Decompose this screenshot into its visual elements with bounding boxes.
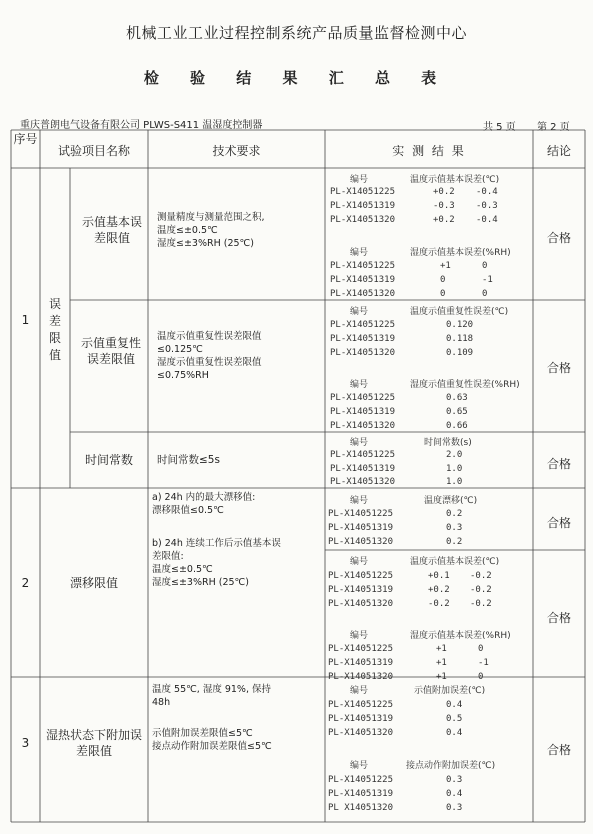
result-list bbox=[330, 185, 395, 227]
result-value: 0.4 bbox=[446, 728, 463, 738]
result-header-no: 编号 bbox=[350, 686, 369, 696]
result-row: PL-X14051319 bbox=[328, 585, 394, 595]
result-header-no: 编号 bbox=[350, 496, 369, 506]
req-line: 湿度≤±3%RH (25℃) bbox=[152, 577, 249, 588]
result-value: 0.120 bbox=[446, 320, 474, 330]
result-list bbox=[330, 449, 395, 490]
req-line: a) 24h 内的最大漂移值: bbox=[152, 492, 256, 503]
row1-sub2-name: 示值重复性误差限值 bbox=[80, 336, 141, 366]
result-row: PL-X14051320 bbox=[330, 289, 396, 299]
result-header-no: 编号 bbox=[350, 761, 369, 771]
row1-seq: 1 bbox=[21, 313, 30, 327]
header-req: 技术要求 bbox=[212, 144, 261, 158]
result-list bbox=[330, 318, 395, 360]
result-value: 0.66 bbox=[446, 421, 468, 431]
result-row: PL-X14051320 bbox=[330, 477, 396, 487]
req-line: 48h bbox=[152, 697, 171, 708]
header-result: 实 测 结 果 bbox=[392, 144, 466, 158]
req-line: 漂移限值≤0.5℃ bbox=[152, 505, 224, 516]
result-list bbox=[328, 773, 393, 815]
result-header-val: 示值附加误差(℃) bbox=[414, 686, 486, 696]
result-value: 0 bbox=[440, 289, 446, 299]
result-value: 0.3 bbox=[446, 803, 463, 813]
result-value: 0.118 bbox=[446, 334, 474, 344]
page-number: 第 2 页 bbox=[537, 122, 570, 133]
row3-conclusion: 合格 bbox=[546, 743, 571, 757]
header-seq-label: 序号 bbox=[13, 132, 38, 146]
req-line: 差限值: bbox=[152, 551, 184, 562]
result-row: PL-X14051225 bbox=[328, 775, 394, 785]
result-values-b bbox=[482, 259, 493, 301]
result-value: -0.4 bbox=[476, 187, 498, 197]
result-values-a bbox=[428, 569, 450, 611]
result-value: 0.65 bbox=[446, 407, 468, 417]
result-header-no: 编号 bbox=[350, 438, 369, 448]
result-header-val: 接点动作附加误差(℃) bbox=[406, 761, 496, 771]
result-row: PL X14051320 bbox=[328, 803, 394, 813]
result-row: PL-X14051320 bbox=[328, 537, 394, 547]
result-list bbox=[330, 391, 395, 433]
req-line: 示值附加误差限值≤5℃ bbox=[152, 728, 253, 739]
result-value: 0 bbox=[478, 644, 484, 654]
req-line: 温度 55℃, 湿度 91%, 保持 bbox=[152, 684, 271, 695]
row2-name: 漂移限值 bbox=[69, 576, 118, 590]
row1-sub3-name: 时间常数 bbox=[84, 453, 133, 467]
result-header-val: 温度示值基本误差(℃) bbox=[410, 557, 500, 567]
result-values-b bbox=[476, 185, 498, 227]
result-row: PL-X14051320 bbox=[330, 421, 396, 431]
result-value: -0.2 bbox=[428, 599, 450, 609]
result-value: +0.2 bbox=[428, 585, 450, 595]
row3-name: 湿热状态下附加误差限值 bbox=[46, 728, 143, 758]
row2-req-b bbox=[152, 537, 281, 589]
result-value: 1.0 bbox=[446, 463, 463, 474]
result-value: 1.0 bbox=[446, 477, 463, 487]
req-line: ≤0.125℃ bbox=[157, 344, 203, 355]
result-value: 0 bbox=[482, 289, 488, 299]
result-header-no: 编号 bbox=[350, 631, 369, 641]
row1-group: 误差限值 bbox=[48, 297, 61, 362]
result-value: -0.3 bbox=[433, 201, 455, 211]
result-value: -0.2 bbox=[470, 585, 492, 595]
header-item: 试验项目名称 bbox=[57, 144, 130, 158]
header-seq bbox=[11, 130, 40, 149]
row1-sub2-req bbox=[157, 330, 262, 382]
result-value: +0.1 bbox=[428, 571, 450, 581]
company-product: 重庆普朗电气设备有限公司 PLWS-S411 温湿度控制器 bbox=[20, 120, 263, 131]
req-line: ≤0.75%RH bbox=[157, 370, 209, 381]
result-list bbox=[328, 507, 393, 549]
result-header-val: 温度漂移(℃) bbox=[424, 496, 478, 506]
result-value: +1 bbox=[436, 644, 447, 654]
result-header-no: 编号 bbox=[350, 557, 369, 567]
result-value: +1 bbox=[436, 658, 447, 668]
req-line: 接点动作附加误差限值≤5℃ bbox=[152, 741, 272, 752]
result-row: PL-X14051225 bbox=[330, 450, 396, 460]
result-value: +0.2 bbox=[433, 187, 455, 197]
result-row: PL-X14051225 bbox=[330, 393, 396, 403]
row2-seq: 2 bbox=[21, 576, 30, 590]
result-value: +1 bbox=[440, 261, 451, 271]
result-row: PL-X14051320 bbox=[330, 215, 396, 225]
result-list bbox=[328, 569, 393, 611]
result-value: -0.2 bbox=[470, 599, 492, 609]
result-values-a bbox=[446, 698, 462, 740]
total-pages: 共 5 页 bbox=[483, 122, 516, 133]
result-values-a bbox=[446, 391, 468, 433]
result-header-no: 编号 bbox=[350, 175, 369, 185]
result-row: PL-X14051225 bbox=[328, 700, 394, 710]
result-values-a bbox=[446, 773, 462, 815]
result-header-no: 编号 bbox=[350, 307, 369, 317]
row2-b-conclusion: 合格 bbox=[546, 611, 571, 625]
result-value: 0.3 bbox=[446, 775, 463, 785]
result-row: PL-X14051319 bbox=[330, 463, 396, 474]
result-header-val: 温度示值基本误差(℃) bbox=[410, 175, 500, 185]
result-values-b bbox=[478, 642, 489, 684]
result-row: PL-X14051225 bbox=[330, 320, 396, 330]
result-list bbox=[330, 259, 395, 301]
result-row: PL-X14051319 bbox=[330, 334, 396, 344]
result-header-val: 时间常数(s) bbox=[424, 438, 472, 448]
row3-req-b bbox=[152, 727, 272, 753]
req-line: 温度≤±0.5℃ bbox=[152, 564, 213, 575]
result-list bbox=[328, 698, 393, 740]
result-row: PL-X14051319 bbox=[330, 275, 396, 285]
result-value: 0.4 bbox=[446, 789, 463, 799]
result-row: PL-X14051319 bbox=[330, 201, 396, 211]
result-row: PL-X14051225 bbox=[328, 571, 394, 581]
req-line: b) 24h 连续工作后示值基本误 bbox=[152, 538, 281, 549]
req-line: 温度≤±0.5℃ bbox=[157, 225, 218, 236]
result-value: 0.63 bbox=[446, 393, 468, 403]
result-header-val: 温度示值重复性误差(℃) bbox=[410, 307, 509, 317]
req-line: 温度示值重复性误差限值 bbox=[157, 331, 262, 342]
result-value: 0 bbox=[482, 261, 488, 271]
doc-title: 检 验 结 果 汇 总 表 bbox=[143, 69, 450, 87]
result-value: 2.0 bbox=[446, 450, 463, 460]
row1-sub3-conclusion: 合格 bbox=[546, 457, 571, 471]
result-list bbox=[328, 642, 393, 684]
result-value: 0 bbox=[440, 275, 446, 285]
result-row: PL-X14051319 bbox=[328, 658, 394, 668]
header-conclusion: 结论 bbox=[546, 144, 571, 158]
result-header-val: 湿度示值重复性误差(%RH) bbox=[410, 380, 520, 390]
result-values-a bbox=[436, 642, 447, 684]
row1-sub1-name: 示值基本误差限值 bbox=[82, 215, 143, 245]
result-value: 0.2 bbox=[446, 509, 463, 519]
result-value: 0.109 bbox=[446, 348, 474, 358]
result-row: PL-X14051320 bbox=[328, 728, 394, 738]
result-value: -0.2 bbox=[470, 571, 492, 581]
result-values-a bbox=[433, 185, 455, 227]
result-values-a bbox=[446, 449, 462, 490]
req-line: 湿度≤±3%RH (25℃) bbox=[157, 238, 254, 249]
result-header-no: 编号 bbox=[350, 380, 369, 390]
result-row: PL-X14051319 bbox=[328, 789, 394, 799]
row1-sub1-conclusion: 合格 bbox=[546, 231, 571, 245]
result-value: -1 bbox=[482, 275, 493, 285]
row2-req-a bbox=[152, 491, 255, 517]
result-value: 0.3 bbox=[446, 523, 463, 533]
row1-sub1-req bbox=[157, 211, 265, 250]
result-value: 0.4 bbox=[446, 700, 463, 710]
result-row: PL-X14051319 bbox=[330, 407, 396, 417]
req-line: 测量精度与测量范围之积, bbox=[157, 212, 265, 223]
result-row: PL-X14051319 bbox=[328, 523, 394, 533]
result-value: -1 bbox=[478, 658, 489, 668]
result-header-no: 编号 bbox=[350, 248, 369, 258]
org-title: 机械工业工业过程控制系统产品质量监督检测中心 bbox=[125, 24, 467, 42]
result-values-a bbox=[440, 259, 451, 301]
result-values-b bbox=[470, 569, 492, 611]
row3-seq: 3 bbox=[21, 736, 30, 750]
result-row: PL-X14051320 bbox=[330, 348, 396, 358]
result-header-val: 湿度示值基本误差(%RH) bbox=[410, 248, 511, 258]
result-values-a bbox=[446, 507, 462, 549]
result-row: PL-X14051320 bbox=[328, 672, 394, 682]
result-value: +0.2 bbox=[433, 215, 455, 225]
result-header-val: 湿度示值基本误差(%RH) bbox=[410, 631, 511, 641]
result-value: +1 bbox=[436, 672, 447, 682]
row2-a-conclusion: 合格 bbox=[546, 516, 571, 530]
result-value: -0.3 bbox=[476, 201, 498, 211]
result-value: 0 bbox=[478, 672, 484, 682]
req-line: 时间常数≤5s bbox=[157, 454, 220, 466]
row1-sub3-req bbox=[157, 454, 220, 467]
result-row: PL-X14051225 bbox=[330, 187, 396, 197]
result-value: 0.2 bbox=[446, 537, 463, 547]
result-row: PL-X14051225 bbox=[328, 644, 394, 654]
req-line: 湿度示值重复性误差限值 bbox=[157, 357, 262, 368]
result-row: PL-X14051225 bbox=[330, 261, 396, 271]
result-value: 0.5 bbox=[446, 714, 463, 724]
result-value: -0.4 bbox=[476, 215, 498, 225]
result-row: PL-X14051225 bbox=[328, 509, 394, 519]
result-row: PL-X14051319 bbox=[328, 714, 394, 724]
result-row: PL-X14051320 bbox=[328, 599, 394, 609]
row3-req-a bbox=[152, 683, 271, 709]
result-values-a bbox=[446, 318, 473, 360]
row1-sub2-conclusion: 合格 bbox=[546, 361, 571, 375]
